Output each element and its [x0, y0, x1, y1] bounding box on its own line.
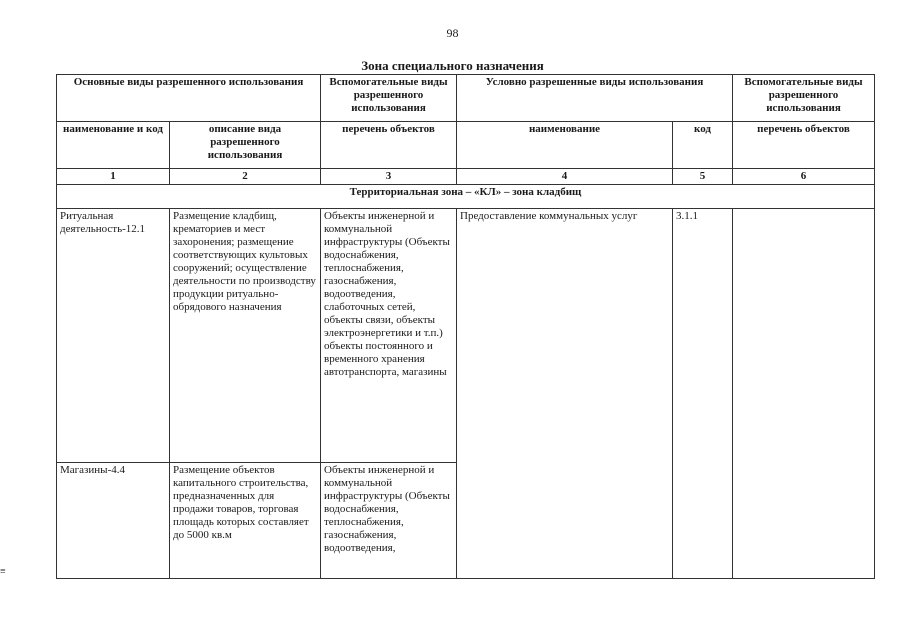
- header-objects-list: перечень объектов: [321, 122, 457, 169]
- column-number: 3: [321, 169, 457, 185]
- header-name-code: наименование и код: [57, 122, 170, 169]
- zoning-table: [56, 74, 875, 579]
- header-objects-list-2: перечень объектов: [733, 122, 875, 169]
- page-title: Зона специального назначения: [361, 58, 544, 73]
- column-number: 1: [57, 169, 170, 185]
- header-description: описание вида разрешенного использования: [170, 122, 321, 169]
- page-number: 98: [446, 26, 459, 40]
- header-code: код: [673, 122, 733, 169]
- column-number: 2: [170, 169, 321, 185]
- conditional-use-name: Предоставление коммунальных услуг: [457, 209, 673, 579]
- header-aux-uses-conditional: Вспомогательные виды разрешенного использования: [733, 75, 875, 122]
- column-number: 4: [457, 169, 673, 185]
- zone-label: Территориальная зона – «КЛ» – зона кладбищ: [57, 185, 875, 209]
- use-description: Размещение объектов капитального строительства, предназначенных для продажи товаров, торговая площадь которых составляет до 5000 кв.м: [170, 463, 321, 579]
- aux-objects: [733, 209, 875, 579]
- use-objects: Объекты инженерной и коммунальной инфраструктуры (Объекты водоснабжения, теплоснабжения, газоснабжения, водоотведения,: [321, 463, 457, 579]
- header-main-uses: Основные виды разрешенного использования: [57, 75, 321, 122]
- margin-mark: ≡: [0, 566, 6, 577]
- use-description: Размещение кладбищ, крематориев и мест захоронения; размещение соответствующих культовых сооружений; осуществление деятельности по производству продукции ритуально-обрядового назначения: [170, 209, 321, 463]
- header-aux-uses: Вспомогательные виды разрешенного использования: [321, 75, 457, 122]
- header-conditional-name: наименование: [457, 122, 673, 169]
- conditional-use-code: 3.1.1: [673, 209, 733, 579]
- use-name: Ритуальная деятельность-12.1: [57, 209, 170, 463]
- use-objects: Объекты инженерной и коммунальной инфраструктуры (Объекты водоснабжения, теплоснабжения, газоснабжения, водоотведения, слаботочных сетей, объекты связи, объекты электроэнергетики и т.п.) объекты постоянного и временного хранения автотранспорта, магазины: [321, 209, 457, 463]
- use-name: Магазины-4.4: [57, 463, 170, 579]
- header-conditional-uses: Условно разрешенные виды использования: [457, 75, 733, 122]
- column-number: 5: [673, 169, 733, 185]
- column-number: 6: [733, 169, 875, 185]
